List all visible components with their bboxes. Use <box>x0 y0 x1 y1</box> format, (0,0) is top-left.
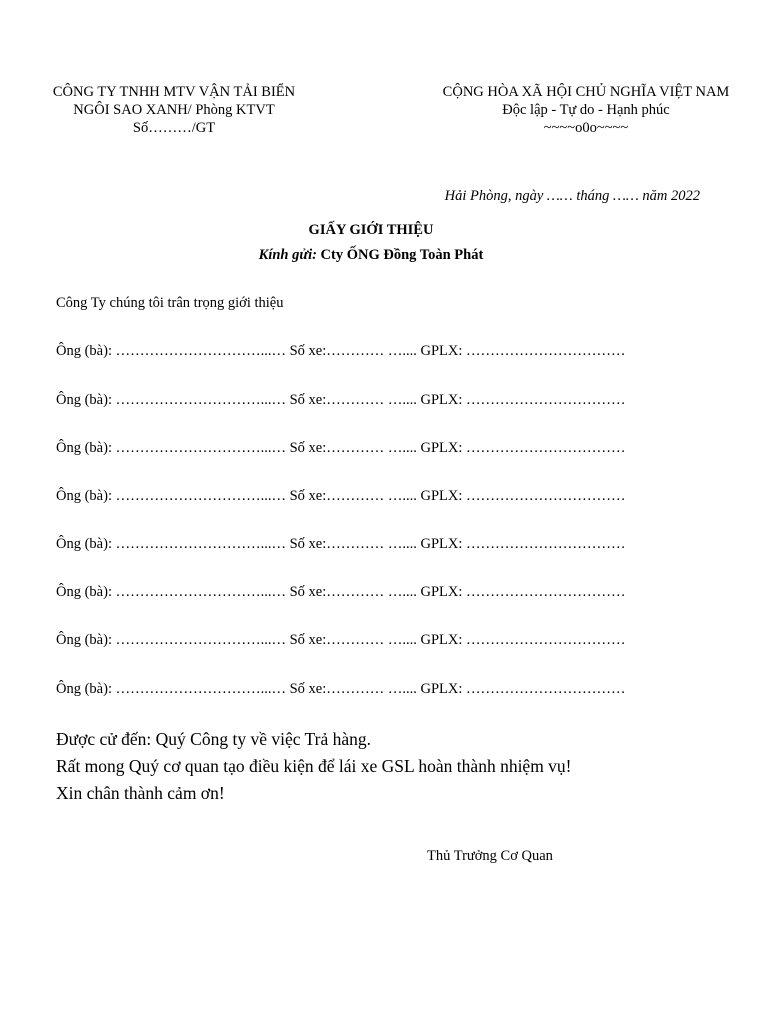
national-header <box>412 83 760 137</box>
person-row-6: Ông (bà): …………………………...… Số xe:………… ….... GPLX: …………………………… <box>56 584 626 600</box>
person-row-5: Ông (bà): …………………………...… Số xe:………… ….... GPLX: …………………………… <box>56 536 626 552</box>
person-row-4: Ông (bà): …………………………...… Số xe:………… ….... GPLX: …………………………… <box>56 488 626 504</box>
company-name: CÔNG TY TNHH MTV VẬN TẢI BIỂN <box>52 84 296 100</box>
recipient-label: Kính gửi: <box>258 247 317 263</box>
person-row-3: Ông (bà): …………………………...… Số xe:………… ….... GPLX: …………………………… <box>56 440 626 456</box>
document-title: GIẤY GIỚI THIỆU <box>308 222 434 238</box>
document-number: Số………/GT <box>132 120 216 136</box>
date-line: Hải Phòng, ngày …… tháng …… năm 2022 <box>444 188 700 204</box>
person-row-1: Ông (bà): …………………………...… Số xe:………… ….... GPLX: …………………………… <box>56 343 626 359</box>
person-row-2: Ông (bà): …………………………...… Số xe:………… ….... GPLX: …………………………… <box>56 392 626 408</box>
national-ornament: ~~~~o0o~~~~ <box>543 120 629 136</box>
closing-purpose: Được cử đến: Quý Công ty về việc Trả hàng. <box>56 729 371 749</box>
national-motto: Độc lập - Tự do - Hạnh phúc <box>502 102 670 118</box>
national-title: CỘNG HÒA XÃ HỘI CHỦ NGHĨA VIỆT NAM <box>442 84 730 100</box>
company-header <box>20 83 328 137</box>
person-row-8: Ông (bà): …………………………...… Số xe:………… ….... GPLX: …………………………… <box>56 681 626 697</box>
intro-text: Công Ty chúng tôi trân trọng giới thiệu <box>56 295 284 311</box>
signature-title: Thủ Trưởng Cơ Quan <box>427 848 553 864</box>
closing-paragraph <box>56 726 572 807</box>
recipient-line <box>0 247 742 264</box>
company-department: NGÔI SAO XANH/ Phòng KTVT <box>73 102 275 118</box>
person-row-7: Ông (bà): …………………………...… Số xe:………… ….... GPLX: …………………………… <box>56 632 626 648</box>
closing-thanks: Xin chân thành cảm ơn! <box>56 783 225 803</box>
closing-request: Rất mong Quý cơ quan tạo điều kiện để lái xe GSL hoàn thành nhiệm vụ! <box>56 756 572 776</box>
recipient-name: Cty ỐNG Đồng Toàn Phát <box>316 247 484 263</box>
